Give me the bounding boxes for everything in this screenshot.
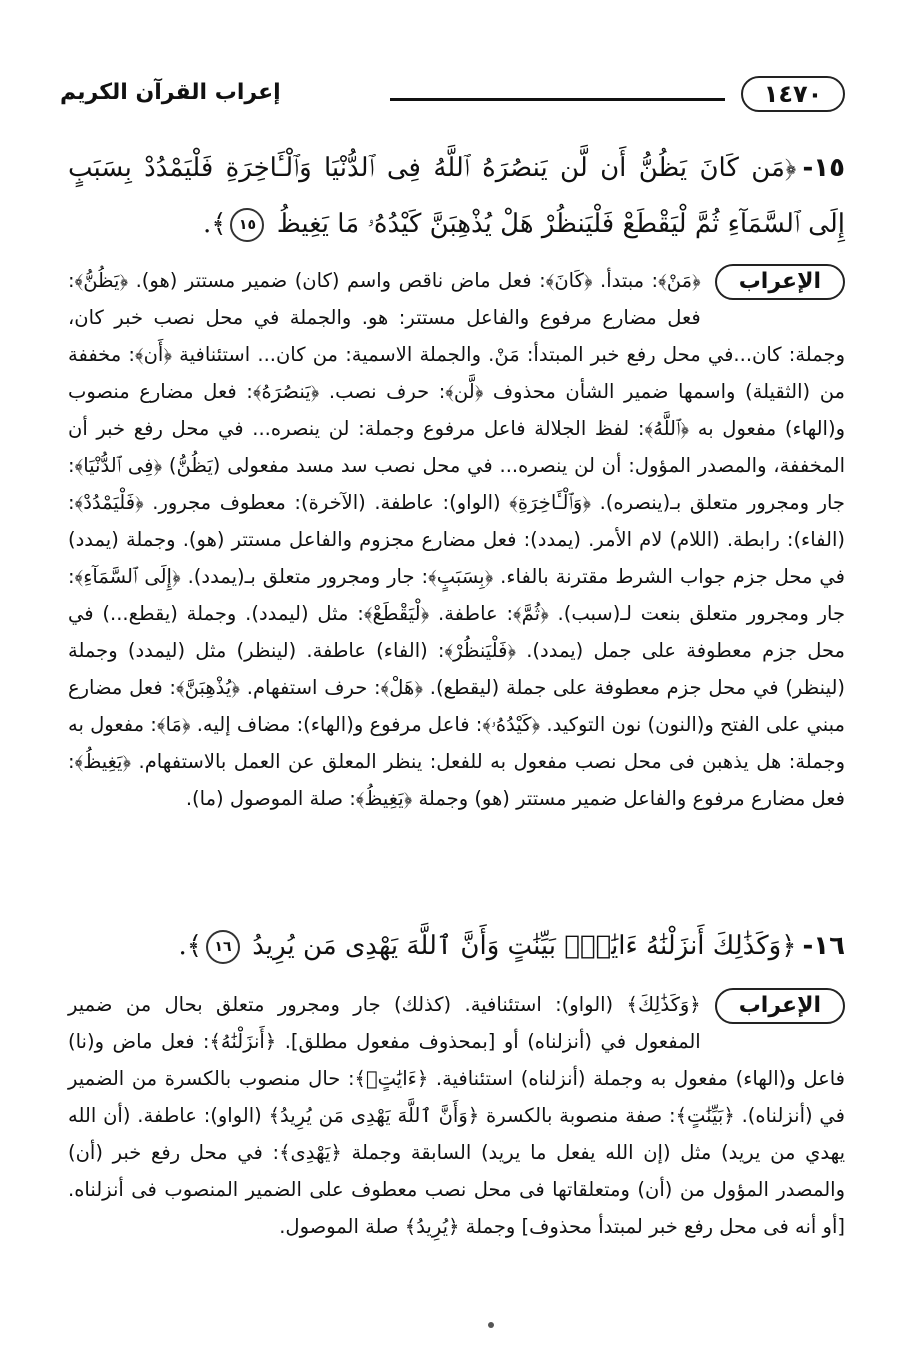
irab-text: ﴿وَكَذَٰلِكَ﴾ (الواو): استئنافية. (كذلك) جار ومجرور متعلق بحال من ضمير المفعول في (أنزلناه) أو [بمحذوف مفعول مطلق]. ﴿أَنزَلْنَٰهُ﴾: فعل ماض و(نا) فاعل و(الهاء) مفعول به وجملة (أنزلناه) استئنافية. ﴿ءَايَٰتٍۭ﴾: حال منصوب بالكسرة من الضمير في (أنزلناه). ﴿بَيِّنَٰتٍ﴾: صفة منصوبة بالكسرة ﴿وَأَنَّ ٱللَّهَ يَهْدِى مَن يُرِيدُ﴾ (الواو): عاطفة. (أن الله يهدي من يريد) مثل (إن الله يفعل ما يريد) السابقة وجملة ﴿يَهْدِى﴾: في محل رفع خبر (أن) والمصدر المؤول من (أن) ومتعلقاتها فى محل نصب معطوف على الضمير المنصوب فى أنزلناه. [أو أنه فى محل رفع خبر لمبتدأ محذوف] وجملة ﴿يُرِيدُ﴾ صلة الموصول. (68, 993, 845, 1238)
verse-text: ﴿مَن كَانَ يَظُنُّ أَن لَّن يَنصُرَهُ ٱللَّهُ فِى ٱلدُّنْيَا وَٱلْـَٔاخِرَةِ فَلْيَمْدُدْ بِسَبَبٍ إِلَى ٱلسَّمَآءِ ثُمَّ لْيَقْطَعْ فَلْيَنظُرْ هَلْ يُذْهِبَنَّ كَيْدُهُۥ مَا يَغِيظُ (68, 153, 845, 239)
verse-16 (68, 918, 845, 974)
verse-end-marker: ١٦ (206, 930, 240, 964)
irab-section-16 (68, 986, 845, 1245)
irab-section-15 (68, 262, 845, 817)
irab-text: ﴿مَنْ﴾: مبتدأ. ﴿كَانَ﴾: فعل ماض ناقص واسم (كان) ضمير مستتر (هو). ﴿يَظُنُّ﴾: فعل مضارع مرفوع والفاعل مستتر: هو. والجملة في محل نصب خبر كان، وجملة: كان...في محل رفع خبر المبتدأ: مَنْ. والجملة الاسمية: من كان... استئنافية ﴿أَن﴾: مخففة من (الثقيلة) واسمها ضمير الشأن محذوف ﴿لَّن﴾: حرف نصب. ﴿يَنصُرَهُ﴾: فعل مضارع منصوب و(الهاء) مفعول به ﴿ٱللَّهُ﴾: لفظ الجلالة فاعل مرفوع وجملة: لن ينصره... في محل رفع خبر أن المخففة، والمصدر المؤول: أن لن ينصره... في محل نصب سد مسد مفعولى (يَظُنُّ) ﴿فِى ٱلدُّنْيَا﴾: جار ومجرور متعلق بـ(ينصره). ﴿وَٱلْـَٔاخِرَةِ﴾ (الواو): عاطفة. (الآخرة): معطوف مجرور. ﴿فَلْيَمْدُدْ﴾: (الفاء): رابطة. (اللام) لام الأمر. (يمدد): فعل مضارع مجزوم والفاعل مستتر (هو). وجملة (يمدد) في محل جزم جواب الشرط مقترنة بالفاء. ﴿بِسَبَبٍ﴾: جار ومجرور متعلق بـ(يمدد). ﴿إِلَى ٱلسَّمَآءِ﴾: جار ومجرور متعلق بنعت لـ(سبب). ﴿ثُمَّ﴾: عاطفة. ﴿لْيَقْطَعْ﴾: مثل (ليمدد). وجملة (يقطع...) في محل جزم معطوفة على جمل (يمدد). ﴿فَلْيَنظُرْ﴾: (الفاء) عاطفة. (لينظر) مثل (ليمدد) وجملة (لينظر) في محل جزم معطوفة على جملة (ليقطع). ﴿هَلْ﴾: حرف استفهام. ﴿يُذْهِبَنَّ﴾: فعل مضارع مبني على الفتح و(النون) نون التوكيد. ﴿كَيْدُهُۥ﴾: فاعل مرفوع و(الهاء): مضاف إليه. ﴿مَا﴾: مفعول به وجملة: هل يذهبن فى محل نصب مفعول به للفعل: ينظر المعلق عن العمل بالاستفهام. ﴿يَغِيظُ﴾: فعل مضارع مرفوع والفاعل ضمير مستتر (هو) وجملة ﴿يَغِيظُ﴾: صلة الموصول (ما). (68, 269, 845, 810)
page-number-badge (741, 76, 845, 112)
header-rule (390, 98, 725, 101)
verse-text: ﴿وَكَذَٰلِكَ أَنزَلْنَٰهُ ءَايَٰتٍۭ بَيِّنَٰتٍ وَأَنَّ ٱللَّهَ يَهْدِى مَن يُرِيدُ (252, 931, 797, 961)
footer-dot (488, 1322, 494, 1328)
verse-close: ﴾. (202, 209, 227, 239)
page-number: ١٤٧٠ (763, 80, 823, 108)
verse-number: ١٦- (802, 931, 845, 961)
irab-label: الإعراب (715, 988, 845, 1024)
irab-label: الإعراب (715, 264, 845, 300)
verse-close: ﴾. (178, 931, 202, 961)
book-title: إعراب القرآن الكريم (60, 80, 281, 105)
verse-end-marker: ١٥ (230, 208, 264, 242)
verse-15 (68, 140, 845, 252)
page-header (60, 70, 845, 120)
verse-number: ١٥- (802, 153, 845, 183)
